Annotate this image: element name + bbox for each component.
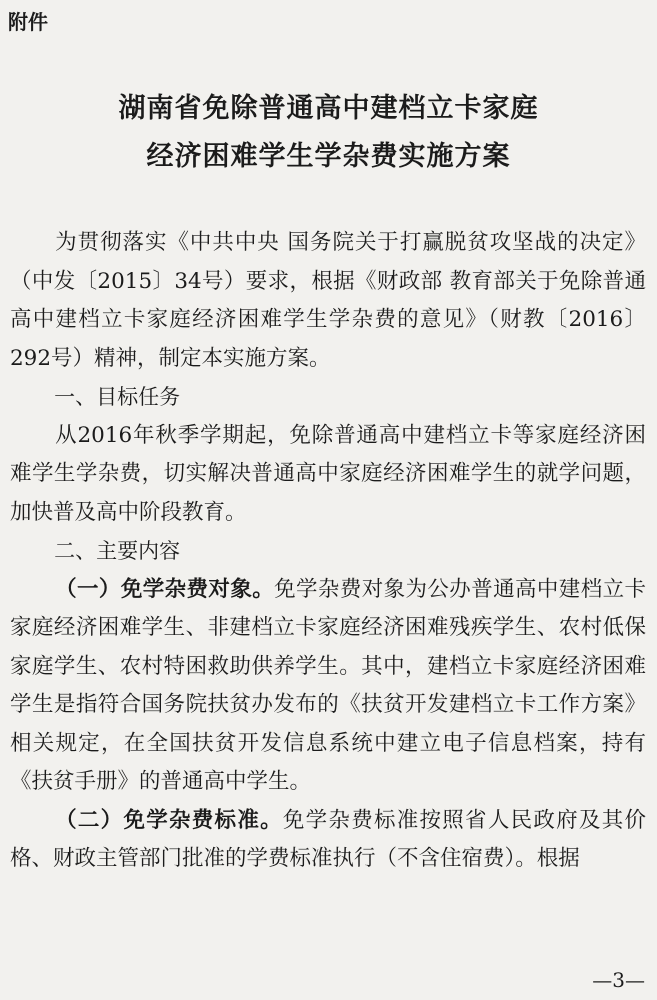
section-2-heading: 二、主要内容 (54, 539, 181, 563)
item-2-heading: （二）免学杂费标准。 (55, 807, 283, 833)
page-number: —3— (592, 968, 645, 992)
item-1-text: 免学杂费对象为公办普通高中建档立卡家庭经济困难学生、非建档立卡家庭经济困难残疾学生、农村低保家庭学生、农村特困救助供养学生。其中，建档立卡家庭经济困难学生是指符合国务院扶贫办发布的《扶贫开发建档立卡工作方案》相关规定，在全国扶贫开发信息系统中建立电子信息档案，持有《扶贫手册》的普通高中学生。 (10, 576, 646, 794)
document-body (10, 224, 646, 879)
item-2-text: 免学杂费标准按照省人民政府及其价格、财政主管部门批准的学费标准执行（不含住宿费）。根据 (10, 807, 646, 871)
section-1-paragraph: 从2016年秋季学期起，免除普通高中建档立卡等家庭经济困难学生学杂费，切实解决普通高中家庭经济困难学生的就学问题，加快普及高中阶段教育。 (10, 422, 646, 525)
intro-paragraph: 为贯彻落实《中共中央 国务院关于打赢脱贫攻坚战的决定》（中发〔2015〕34号）要求，根据《财政部 教育部关于免除普通高中建档立卡家庭经济困难学生学杂费的意见》（财教〔2016〕292号）精神，制定本实施方案。 (10, 230, 646, 371)
document-title-line-1: 湖南省免除普通高中建档立卡家庭 (118, 93, 539, 124)
item-2-paragraph (10, 802, 646, 879)
document-title-line-2: 经济困难学生学杂费实施方案 (146, 141, 511, 172)
item-1-paragraph (10, 571, 646, 802)
section-1-heading: 一、目标任务 (54, 385, 181, 409)
attachment-label: 附件 (8, 10, 48, 34)
item-1-heading: （一）免学杂费对象。 (55, 576, 275, 602)
